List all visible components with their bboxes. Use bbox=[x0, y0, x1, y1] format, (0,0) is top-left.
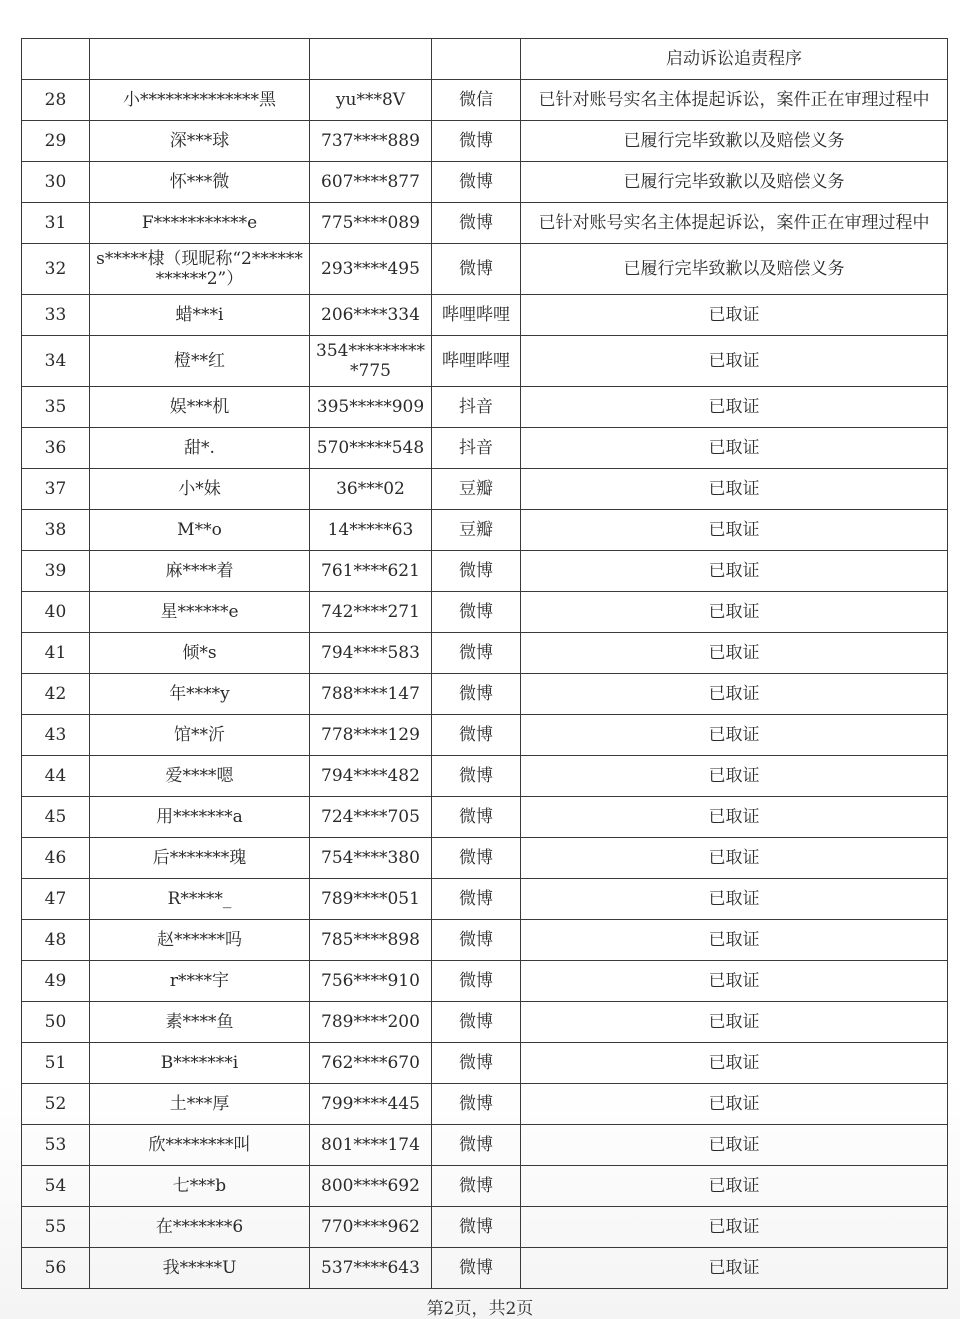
account-name-cell: R*****_ bbox=[90, 879, 310, 920]
table-row bbox=[22, 244, 948, 295]
table-row bbox=[22, 203, 948, 244]
status-cell: 已取证 bbox=[521, 1207, 948, 1248]
account-id-cell: 778****129 bbox=[310, 715, 432, 756]
account-name-cell: 深***球 bbox=[90, 121, 310, 162]
row-number-cell: 48 bbox=[22, 920, 90, 961]
account-name-cell: 橙**红 bbox=[90, 336, 310, 387]
table-row bbox=[22, 162, 948, 203]
account-id-cell: 789****051 bbox=[310, 879, 432, 920]
status-cell: 已取证 bbox=[521, 1248, 948, 1289]
account-id-cell: 762****670 bbox=[310, 1043, 432, 1084]
table-row bbox=[22, 592, 948, 633]
platform-cell: 微信 bbox=[432, 80, 521, 121]
row-number-cell: 46 bbox=[22, 838, 90, 879]
status-cell: 已取证 bbox=[521, 387, 948, 428]
table-row bbox=[22, 797, 948, 838]
account-name-cell: 倾*s bbox=[90, 633, 310, 674]
status-cell: 已取证 bbox=[521, 1043, 948, 1084]
row-number-cell: 52 bbox=[22, 1084, 90, 1125]
account-id-cell: 293****495 bbox=[310, 244, 432, 295]
account-name-cell: 麻****着 bbox=[90, 551, 310, 592]
account-id-cell: 570*****548 bbox=[310, 428, 432, 469]
row-number-cell: 37 bbox=[22, 469, 90, 510]
account-id-cell: 537****643 bbox=[310, 1248, 432, 1289]
platform-cell: 微博 bbox=[432, 244, 521, 295]
table-row bbox=[22, 336, 948, 387]
row-number-cell: 53 bbox=[22, 1125, 90, 1166]
row-number-cell: 39 bbox=[22, 551, 90, 592]
status-cell: 已取证 bbox=[521, 551, 948, 592]
account-id-cell: 789****200 bbox=[310, 1002, 432, 1043]
status-cell: 已取证 bbox=[521, 797, 948, 838]
platform-cell: 微博 bbox=[432, 797, 521, 838]
status-cell: 已取证 bbox=[521, 961, 948, 1002]
platform-cell: 微博 bbox=[432, 715, 521, 756]
table-row bbox=[22, 1084, 948, 1125]
platform-cell: 微博 bbox=[432, 162, 521, 203]
status-cell-fragment: 启动诉讼追责程序 bbox=[521, 39, 948, 80]
infringement-table bbox=[21, 38, 948, 1289]
account-id-cell: 799****445 bbox=[310, 1084, 432, 1125]
account-name-cell: 星******e bbox=[90, 592, 310, 633]
account-id-cell: 788****147 bbox=[310, 674, 432, 715]
status-cell: 已取证 bbox=[521, 715, 948, 756]
row-number-cell: 38 bbox=[22, 510, 90, 551]
account-name-cell: 欣********叫 bbox=[90, 1125, 310, 1166]
row-number-cell: 49 bbox=[22, 961, 90, 1002]
account-name-cell: B*******i bbox=[90, 1043, 310, 1084]
status-cell: 已取证 bbox=[521, 1166, 948, 1207]
table-cell bbox=[90, 39, 310, 80]
account-name-cell: 素****鱼 bbox=[90, 1002, 310, 1043]
table-row bbox=[22, 838, 948, 879]
row-number-cell: 45 bbox=[22, 797, 90, 838]
row-number-cell: 40 bbox=[22, 592, 90, 633]
platform-cell: 微博 bbox=[432, 551, 521, 592]
status-cell: 已取证 bbox=[521, 920, 948, 961]
row-number-cell: 56 bbox=[22, 1248, 90, 1289]
row-number-cell: 35 bbox=[22, 387, 90, 428]
platform-cell: 微博 bbox=[432, 879, 521, 920]
row-number-cell: 54 bbox=[22, 1166, 90, 1207]
platform-cell: 微博 bbox=[432, 838, 521, 879]
account-name-cell: 小**************黑 bbox=[90, 80, 310, 121]
status-cell: 已取证 bbox=[521, 838, 948, 879]
account-name-cell: 小*妹 bbox=[90, 469, 310, 510]
account-name-cell: 怀***微 bbox=[90, 162, 310, 203]
account-id-cell: 756****910 bbox=[310, 961, 432, 1002]
table-row bbox=[22, 387, 948, 428]
account-id-cell: 742****271 bbox=[310, 592, 432, 633]
account-name-cell: 爱****嗯 bbox=[90, 756, 310, 797]
account-id-cell: 395*****909 bbox=[310, 387, 432, 428]
table-row bbox=[22, 1248, 948, 1289]
account-name-cell: 在*******6 bbox=[90, 1207, 310, 1248]
table-row bbox=[22, 961, 948, 1002]
row-number-cell: 44 bbox=[22, 756, 90, 797]
status-cell: 已取证 bbox=[521, 428, 948, 469]
status-cell: 已针对账号实名主体提起诉讼，案件正在审理过程中 bbox=[521, 203, 948, 244]
platform-cell: 微博 bbox=[432, 1248, 521, 1289]
row-number-cell: 47 bbox=[22, 879, 90, 920]
status-cell: 已取证 bbox=[521, 510, 948, 551]
account-id-cell: 794****583 bbox=[310, 633, 432, 674]
status-cell: 已针对账号实名主体提起诉讼，案件正在审理过程中 bbox=[521, 80, 948, 121]
platform-cell: 微博 bbox=[432, 1002, 521, 1043]
account-id-cell: 354**********775 bbox=[310, 336, 432, 387]
status-cell: 已取证 bbox=[521, 756, 948, 797]
account-id-cell: 761****621 bbox=[310, 551, 432, 592]
account-name-cell: 后*******瑰 bbox=[90, 838, 310, 879]
row-number-cell: 31 bbox=[22, 203, 90, 244]
row-number-cell: 34 bbox=[22, 336, 90, 387]
row-number-cell: 30 bbox=[22, 162, 90, 203]
platform-cell: 豆瓣 bbox=[432, 469, 521, 510]
row-number-cell: 32 bbox=[22, 244, 90, 295]
table-continuation-row bbox=[22, 39, 948, 80]
account-name-cell: 馆**沂 bbox=[90, 715, 310, 756]
account-id-cell: 801****174 bbox=[310, 1125, 432, 1166]
table-row bbox=[22, 121, 948, 162]
account-name-cell: 七***b bbox=[90, 1166, 310, 1207]
account-id-cell: 775****089 bbox=[310, 203, 432, 244]
status-cell: 已取证 bbox=[521, 674, 948, 715]
table-row bbox=[22, 295, 948, 336]
table-row bbox=[22, 1002, 948, 1043]
account-name-cell: 娱***机 bbox=[90, 387, 310, 428]
row-number-cell: 51 bbox=[22, 1043, 90, 1084]
row-number-cell: 42 bbox=[22, 674, 90, 715]
platform-cell: 抖音 bbox=[432, 387, 521, 428]
row-number-cell: 50 bbox=[22, 1002, 90, 1043]
table-row bbox=[22, 920, 948, 961]
table-row bbox=[22, 551, 948, 592]
table-row bbox=[22, 510, 948, 551]
table-row bbox=[22, 469, 948, 510]
account-id-cell: 785****898 bbox=[310, 920, 432, 961]
account-id-cell: 754****380 bbox=[310, 838, 432, 879]
table-row bbox=[22, 633, 948, 674]
account-name-cell: 土***厚 bbox=[90, 1084, 310, 1125]
row-number-cell: 43 bbox=[22, 715, 90, 756]
status-cell: 已取证 bbox=[521, 879, 948, 920]
account-id-cell: 206****334 bbox=[310, 295, 432, 336]
platform-cell: 抖音 bbox=[432, 428, 521, 469]
table-cell bbox=[432, 39, 521, 80]
account-id-cell: 724****705 bbox=[310, 797, 432, 838]
account-name-cell: 我*****U bbox=[90, 1248, 310, 1289]
platform-cell: 微博 bbox=[432, 961, 521, 1002]
platform-cell: 微博 bbox=[432, 1207, 521, 1248]
account-id-cell: 36***02 bbox=[310, 469, 432, 510]
account-id-cell: yu***8V bbox=[310, 80, 432, 121]
status-cell: 已履行完毕致歉以及赔偿义务 bbox=[521, 244, 948, 295]
account-name-cell: F***********e bbox=[90, 203, 310, 244]
account-id-cell: 770****962 bbox=[310, 1207, 432, 1248]
table-row bbox=[22, 674, 948, 715]
account-name-cell: 赵******吗 bbox=[90, 920, 310, 961]
status-cell: 已取证 bbox=[521, 1084, 948, 1125]
table-row bbox=[22, 1207, 948, 1248]
table-row bbox=[22, 1043, 948, 1084]
account-name-cell: s*****棣（现昵称“2************2”） bbox=[90, 244, 310, 295]
table-row bbox=[22, 1166, 948, 1207]
platform-cell: 微博 bbox=[432, 674, 521, 715]
platform-cell: 微博 bbox=[432, 756, 521, 797]
platform-cell: 微博 bbox=[432, 592, 521, 633]
platform-cell: 微博 bbox=[432, 1166, 521, 1207]
account-id-cell: 14*****63 bbox=[310, 510, 432, 551]
platform-cell: 微博 bbox=[432, 203, 521, 244]
status-cell: 已履行完毕致歉以及赔偿义务 bbox=[521, 162, 948, 203]
status-cell: 已取证 bbox=[521, 295, 948, 336]
page-indicator: 第2页，共2页 bbox=[426, 1299, 534, 1319]
status-cell: 已取证 bbox=[521, 336, 948, 387]
platform-cell: 微博 bbox=[432, 1084, 521, 1125]
status-cell: 已取证 bbox=[521, 633, 948, 674]
platform-cell: 微博 bbox=[432, 1125, 521, 1166]
status-cell: 已取证 bbox=[521, 1002, 948, 1043]
account-id-cell: 800****692 bbox=[310, 1166, 432, 1207]
table-row bbox=[22, 879, 948, 920]
table-row bbox=[22, 428, 948, 469]
row-number-cell: 33 bbox=[22, 295, 90, 336]
platform-cell: 微博 bbox=[432, 121, 521, 162]
platform-cell: 哔哩哔哩 bbox=[432, 336, 521, 387]
row-number-cell: 29 bbox=[22, 121, 90, 162]
table-cell bbox=[22, 39, 90, 80]
account-id-cell: 794****482 bbox=[310, 756, 432, 797]
account-id-cell: 737****889 bbox=[310, 121, 432, 162]
table-row bbox=[22, 756, 948, 797]
row-number-cell: 36 bbox=[22, 428, 90, 469]
status-cell: 已履行完毕致歉以及赔偿义务 bbox=[521, 121, 948, 162]
table-row bbox=[22, 715, 948, 756]
status-cell: 已取证 bbox=[521, 592, 948, 633]
status-cell: 已取证 bbox=[521, 469, 948, 510]
account-name-cell: 用*******a bbox=[90, 797, 310, 838]
table-row bbox=[22, 1125, 948, 1166]
platform-cell: 哔哩哔哩 bbox=[432, 295, 521, 336]
table-row bbox=[22, 80, 948, 121]
platform-cell: 微博 bbox=[432, 633, 521, 674]
account-id-cell: 607****877 bbox=[310, 162, 432, 203]
account-name-cell: M**o bbox=[90, 510, 310, 551]
account-name-cell: 年****y bbox=[90, 674, 310, 715]
status-cell: 已取证 bbox=[521, 1125, 948, 1166]
platform-cell: 豆瓣 bbox=[432, 510, 521, 551]
account-name-cell: 蜡***i bbox=[90, 295, 310, 336]
account-name-cell: 甜*. bbox=[90, 428, 310, 469]
account-name-cell: r****宇 bbox=[90, 961, 310, 1002]
row-number-cell: 41 bbox=[22, 633, 90, 674]
row-number-cell: 55 bbox=[22, 1207, 90, 1248]
platform-cell: 微博 bbox=[432, 1043, 521, 1084]
row-number-cell: 28 bbox=[22, 80, 90, 121]
table-cell bbox=[310, 39, 432, 80]
platform-cell: 微博 bbox=[432, 920, 521, 961]
